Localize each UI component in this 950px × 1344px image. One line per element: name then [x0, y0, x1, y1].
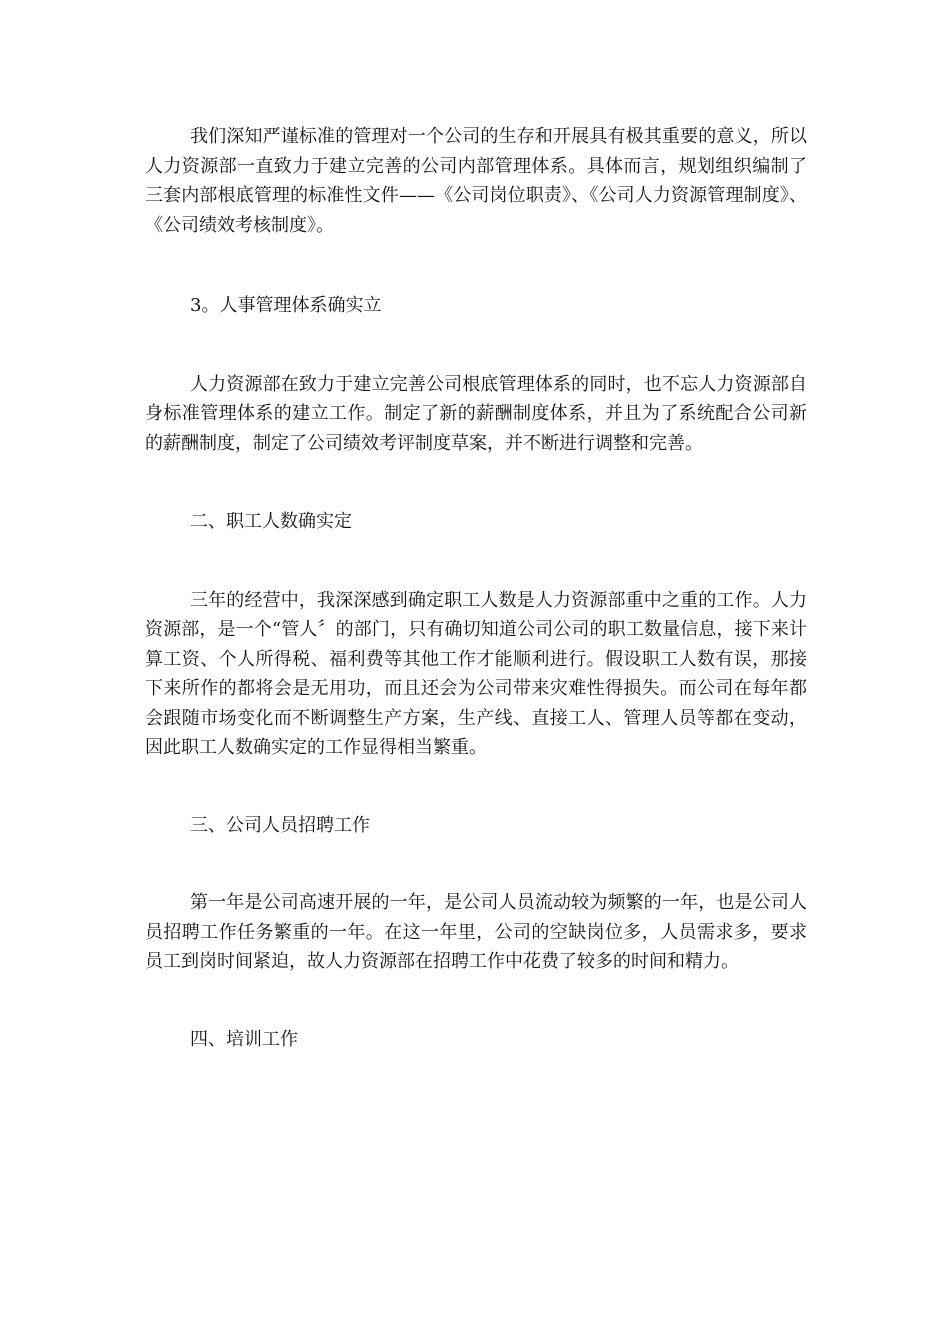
heading-personnel-system: 3。人事管理体系确实立 [190, 295, 382, 316]
paragraph-recruitment: 第一年是公司高速开展的一年，是公司人员流动较为频繁的一年，也是公司人员招聘工作任务繁重的一年。在这一年里，公司的空缺岗位多，人员需求多，要求员工到岗时间紧迫，故人力资源部在招聘工作中花费了较多的时间和精力。 [145, 892, 807, 972]
heading-staff-count: 二、职工人数确实定 [190, 511, 352, 532]
paragraph-management-system: 我们深知严谨标准的管理对一个公司的生存和开展具有极其重要的意义，所以人力资源部一直致力于建立完善的公司内部管理体系。具体而言，规划组织编制了三套内部根底管理的标准性文件——《公司岗位职责》、《公司人力资源管理制度》、《公司绩效考核制度》。 [145, 126, 807, 236]
document-body [145, 122, 807, 1054]
heading-training: 四、培训工作 [190, 1028, 298, 1050]
paragraph-hr-standards: 人力资源部在致力于建立完善公司根底管理体系的同时，也不忘人力资源部自身标准管理体系的建立工作。制定了新的薪酬制度体系，并且为了系统配合公司新的薪酬制度，制定了公司绩效考评制度草案，并不断进行调整和完善。 [145, 373, 807, 454]
paragraph-staff-count: 三年的经营中，我深深感到确定职工人数是人力资源部重中之重的工作。人力资源部，是一个“管人〞的部门，只有确切知道公司公司的职工数量信息，接下来计算工资、个人所得税、福利费等其他工作才能顺利进行。假设职工人数有误，那接下来所作的都将会是无用功，而且还会为公司带来灾难性得损失。而公司在每年都会跟随市场变化而不断调整生产方案，生产线、直接工人、管理人员等都在变动，因此职工人数确实定的工作显得相当繁重。 [145, 589, 807, 758]
heading-recruitment: 三、公司人员招聘工作 [190, 814, 370, 836]
